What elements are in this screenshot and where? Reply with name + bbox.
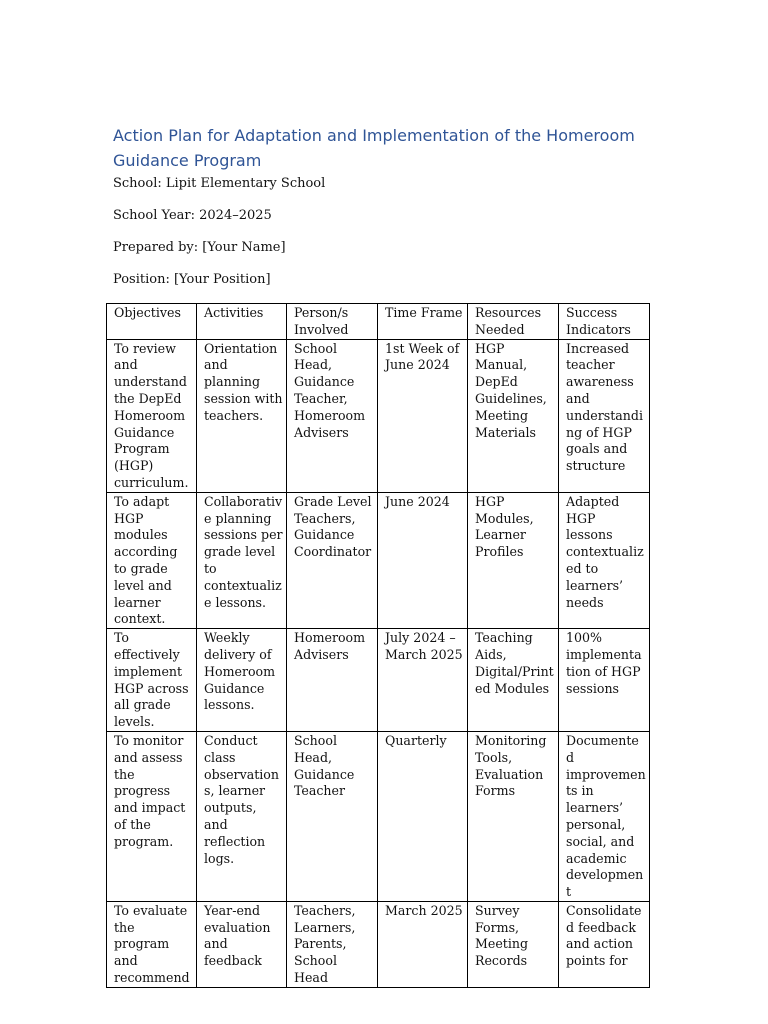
header-persons-involved: Person/s Involved [287,304,378,340]
header-resources-needed: Resources Needed [468,304,559,340]
school-year-line: School Year: 2024–2025 [113,208,272,223]
table-cell-resources: Monitoring Tools, Evaluation Forms [468,731,559,901]
position-line: Position: [Your Position] [113,272,271,287]
table-cell-persons: Teachers, Learners, Parents, School Head [287,901,378,987]
table-cell-objective: To monitor and assess the progress and impact of the program. [107,731,197,901]
table-row [107,901,650,987]
table-cell-persons: School Head, Guidance Teacher, Homeroom Advisers [287,339,378,492]
table-cell-persons: Homeroom Advisers [287,629,378,732]
table-header-row [107,304,650,340]
table-cell-activity: Conduct class observations, learner outputs, and reflection logs. [197,731,287,901]
table-cell-success-indicator: Adapted HGP lessons contextualized to learners’ needs [559,492,650,628]
table-row [107,629,650,732]
header-success-indicators: Success Indicators [559,304,650,340]
table-cell-success-indicator: Consolidated feedback and action points for [559,901,650,987]
table-cell-activity: Weekly delivery of Homeroom Guidance lessons. [197,629,287,732]
action-plan-table-container [106,303,649,986]
table-cell-success-indicator: 100% implementation of HGP sessions [559,629,650,732]
document-title: Action Plan for Adaptation and Implementation of the Homeroom Guidance Program [113,126,635,170]
header-time-frame: Time Frame [378,304,468,340]
table-cell-time-frame: 1st Week of June 2024 [378,339,468,492]
table-cell-resources: Survey Forms, Meeting Records [468,901,559,987]
header-activities: Activities [197,304,287,340]
table-cell-activity: Year-end evaluation and feedback [197,901,287,987]
prepared-by-line: Prepared by: [Your Name] [113,240,286,255]
table-cell-time-frame: March 2025 [378,901,468,987]
table-cell-resources: HGP Modules, Learner Profiles [468,492,559,628]
school-line: School: Lipit Elementary School [113,176,326,191]
table-cell-activity: Orientation and planning session with teachers. [197,339,287,492]
table-cell-objective: To effectively implement HGP across all grade levels. [107,629,197,732]
table-row [107,339,650,492]
table-cell-resources: HGP Manual, DepEd Guidelines, Meeting Materials [468,339,559,492]
action-plan-table [106,303,650,988]
table-cell-success-indicator: Documented improvements in learners’ personal, social, and academic development [559,731,650,901]
table-row [107,492,650,628]
table-cell-time-frame: July 2024 – March 2025 [378,629,468,732]
table-cell-persons: School Head, Guidance Teacher [287,731,378,901]
table-row [107,731,650,901]
header-objectives: Objectives [107,304,197,340]
table-cell-objective: To evaluate the program and recommend [107,901,197,987]
table-cell-objective: To adapt HGP modules according to grade level and learner context. [107,492,197,628]
table-cell-activity: Collaborative planning sessions per grade level to contextualize lessons. [197,492,287,628]
table-cell-objective: To review and understand the DepEd Homeroom Guidance Program (HGP) curriculum. [107,339,197,492]
table-cell-resources: Teaching Aids, Digital/Printed Modules [468,629,559,732]
table-cell-persons: Grade Level Teachers, Guidance Coordinator [287,492,378,628]
table-cell-time-frame: Quarterly [378,731,468,901]
table-cell-success-indicator: Increased teacher awareness and understanding of HGP goals and structure [559,339,650,492]
table-cell-time-frame: June 2024 [378,492,468,628]
